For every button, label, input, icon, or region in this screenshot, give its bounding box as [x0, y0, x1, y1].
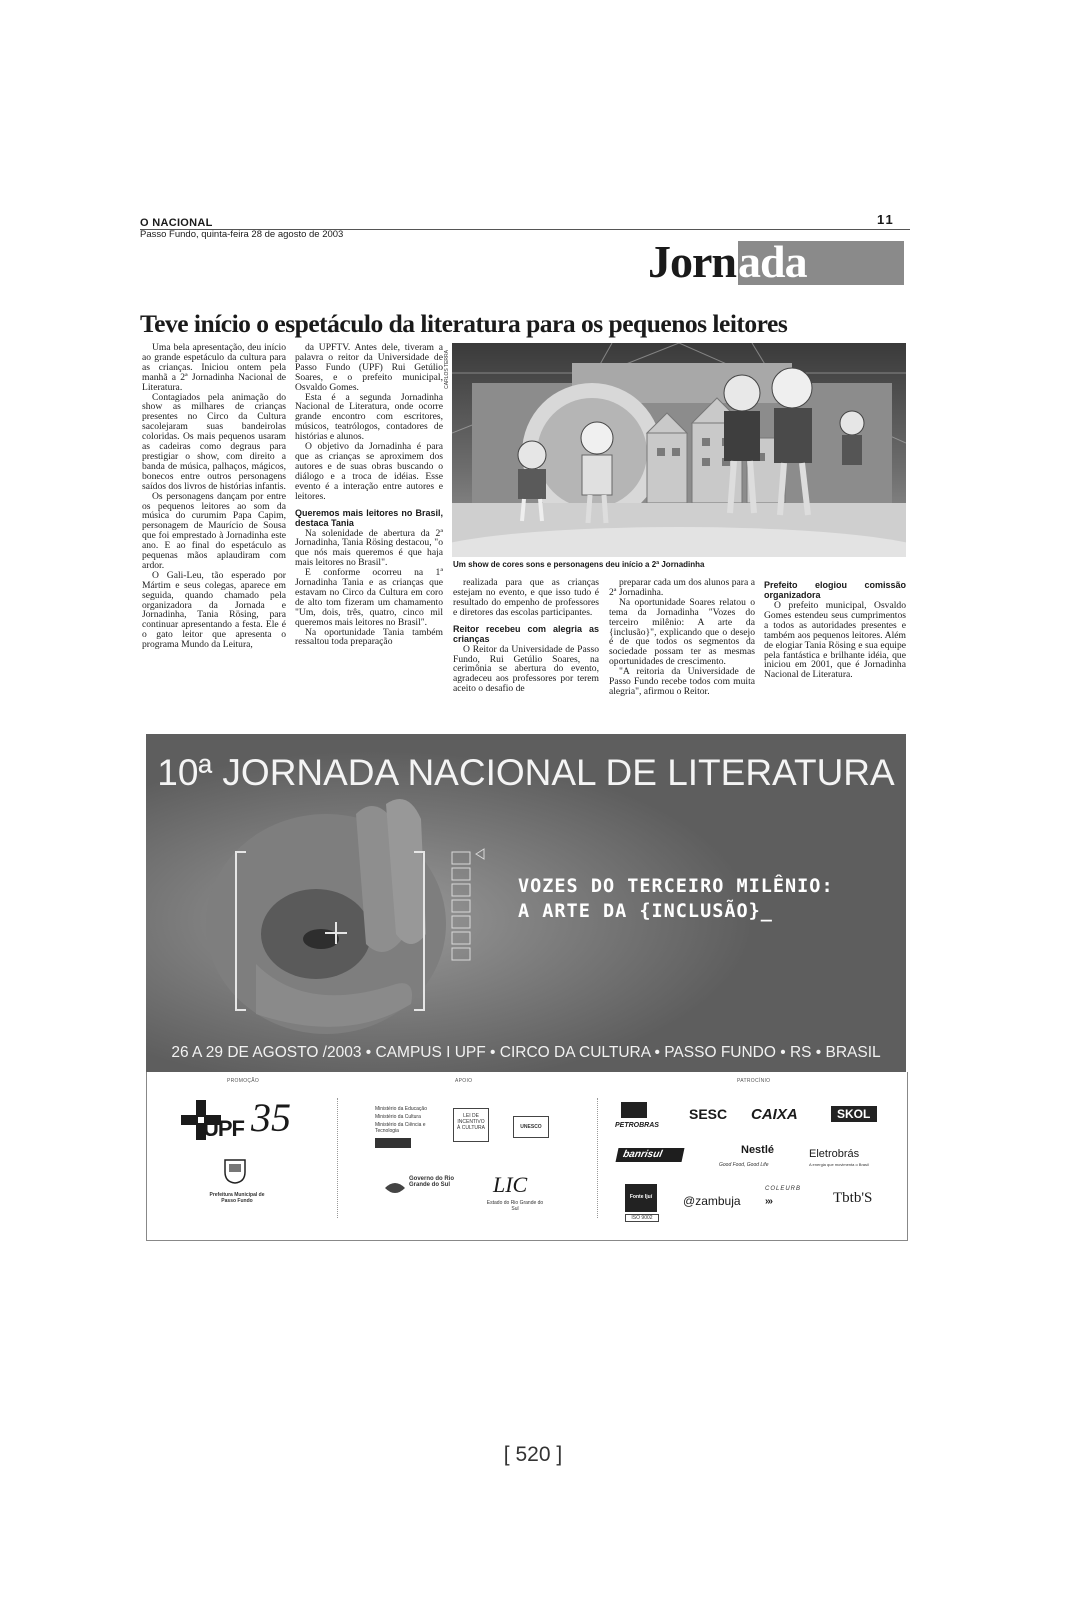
nestle-logo: Nestlé: [741, 1144, 775, 1156]
article-column-3: [453, 578, 599, 694]
prefeitura-label: Prefeitura Municipal de Passo Fundo: [209, 1192, 265, 1204]
paragraph: Na oportunidade Tania também ressaltou toda preparação: [295, 626, 443, 648]
article-column-1: [142, 343, 286, 650]
section-title: [648, 236, 904, 288]
ministerio-ciencia: Ministério da Ciência e Tecnologia: [375, 1122, 426, 1134]
label-promocao: PROMOÇÃO: [227, 1078, 260, 1084]
upf-logo-text: UPF: [203, 1116, 244, 1141]
subheading: Reitor recebeu com alegria as crianças: [453, 623, 599, 644]
paragraph: Contagiados pela animação do show as milhares de crianças presentes no Circo da Cultura sacolejaram suas bandeirolas coloridas. Os mais pequenos usaram as cadeiras como degraus para prestigiar o show, com direito a banda de música, palhaços, mágicos, bonecos entre outros personagens saídos dos livros de histórias infantis.: [142, 391, 286, 492]
petrobras-text: PETROBRAS: [615, 1122, 659, 1129]
ministerio-educacao: Ministério da Educação: [375, 1106, 427, 1112]
tbtbs-logo: Tbtb'S: [833, 1190, 873, 1206]
section-title-light: ada: [738, 236, 807, 287]
coat-of-arms-icon: [223, 1156, 247, 1184]
ad-event-details: 26 A 29 DE AGOSTO /2003 • CAMPUS I UPF • CIRCO DA CULTURA • PASSO FUNDO • RS • BRASIL: [171, 1044, 881, 1061]
subheading: Prefeito elogiou comissão organizadora: [764, 580, 906, 600]
stage-photo: [452, 343, 906, 557]
lei-incentivo-logo: [453, 1108, 489, 1142]
paragraph: da UPFTV. Antes dele, tiveram a palavra o reitor da Universidade de Passo Fundo (UPF) Rui Getúlio Soares, e o prefeito municipal, Osvaldo Gomes.: [295, 342, 443, 393]
lei-incentivo-text: LEI DE INCENTIVO À CULTURA: [457, 1113, 485, 1131]
label-apoio: APOIO: [455, 1078, 473, 1084]
upf-35-mark: 35: [251, 1095, 291, 1140]
date-line: Passo Fundo, quinta-feira 28 de agosto de 2003: [140, 229, 344, 240]
article-headline: Teve início o espetáculo da literatura para os pequenos leitores: [140, 309, 788, 338]
paragraph: E conforme ocorreu na 1ª Jornadinha Tania e as crianças que estavam no Circo da Cultura em coro de alto tom fizeram um chamamento "Um, dois, três, quatro, cinco mil queremos mais leitores no Brasil".: [295, 567, 443, 628]
fonte-ijui-logo: [625, 1184, 657, 1212]
paragraph: Na solenidade de abertura da 2ª Jornadinha, Tania Rösing destacou, "o que nós mais queremos é que haja mais leitores no Brasil".: [295, 527, 443, 569]
unesco-logo: [513, 1116, 549, 1138]
coleurb-logo: COLEURB: [765, 1186, 802, 1192]
sesc-logo: SESC: [689, 1106, 728, 1122]
newspaper-page-number: 11: [877, 212, 895, 227]
paragraph: "A reitoria da Universidade de Passo Fundo recebe todos com muita alegria", afirmou o Reitor.: [609, 666, 755, 697]
banrisul-text: banrisul: [621, 1149, 664, 1160]
ministerio-cultura: Ministério da Cultura: [375, 1114, 421, 1120]
divider: [337, 1098, 338, 1218]
governo-rs-text: Governo do Rio Grande do Sul: [409, 1176, 454, 1188]
paragraph: preparar cada um dos alunos para a 2ª Jornadinha.: [609, 577, 755, 598]
zambuja-logo: @zambuja: [683, 1194, 741, 1208]
nestle-tagline: Good Food, Good Life: [719, 1162, 769, 1168]
paper-name: O NACIONAL: [140, 217, 213, 229]
article-column-2: [295, 343, 443, 647]
paragraph: Os personagens dançam por entre os pequenos leitores ao som da música do curumim Papa Capim, personagem de Maurício de Sousa que foi emprestado à Jornadinha este ano. E ao final do espetáculo as pequenas mãos aplaudiram com ardor.: [142, 490, 286, 571]
zambuja-text: zambuja: [695, 1194, 741, 1208]
lic-logo: LIC: [493, 1172, 528, 1197]
masthead-rule: [140, 229, 910, 230]
paragraph: O objetivo da Jornadinha é para que as crianças se aproximem dos autores e de suas obras buscando o diálogo e a troca de idéias. Esse evento é a interação entre autores e leitores.: [295, 441, 443, 502]
caixa-logo: CAIXA: [751, 1106, 798, 1123]
unesco-text: UNESCO: [520, 1124, 542, 1130]
skol-logo: [831, 1106, 877, 1122]
article-column-5: [764, 578, 906, 680]
eletrobras-logo: Eletrobrás: [809, 1148, 860, 1160]
label-patrocinio: PATROCÍNIO: [737, 1078, 771, 1084]
book-page-number: [ 520 ]: [503, 1443, 563, 1466]
paragraph: Uma bela apresentação, deu início ao grande espetáculo da cultura para as crianças. Iniciou ontem pela manhã a 2ª Jornadinha Nacional de Literatura.: [142, 342, 286, 393]
photo-caption: Um show de cores sons e personagens deu início a 2ª Jornadinha: [453, 560, 705, 569]
divider: [597, 1098, 598, 1218]
skol-text: SKOL: [837, 1107, 871, 1121]
eletrobras-tagline: A energia que movimenta o Brasil: [809, 1162, 869, 1167]
rs-government-icon: [383, 1178, 407, 1198]
photo-credit: CARLOS TERRA: [444, 350, 450, 389]
petrobras-br-icon: [621, 1102, 647, 1118]
paragraph: O prefeito municipal, Osvaldo Gomes estendeu seus cumprimentos a todos as autoridades presentes e também aos pequenos leitores. Além de elogiar Tania Rösing e sua equipe pela fantástica e brilhante idéia, que iniciou em 2001, que é Jornadinha Nacional de Literatura.: [764, 600, 906, 681]
fonte-ijui-text: Fonte Ijuí: [629, 1194, 653, 1200]
banrisul-logo: [616, 1148, 685, 1162]
paragraph: realizada para que as crianças estejam no evento, e que isso tudo é resultado do empenho de professores e diretores das escolas participantes.: [453, 577, 599, 618]
stage-photo-illustration: [452, 343, 906, 557]
paragraph: O Reitor da Universidade de Passo Fundo, Rui Getúlio Soares, na cerimônia se abertura do evento, agradeceu aos professores por terem aceito o desafio de: [453, 643, 599, 695]
paragraph: Na oportunidade Soares relatou o tema da Jornadinha "Vozes do terceiro milênio: A arte da {inclusão}", explicando que o desejo é de que todos os segmentos da sociedade possam ter as mesmas oportunidades de crescimento.: [609, 596, 755, 668]
iso-badge: ISO 9002: [625, 1214, 659, 1222]
ad-title: 10ª JORNADA NACIONAL DE LITERATURA: [157, 752, 895, 793]
subheading: Queremos mais leitores no Brasil, destaca Tania: [295, 507, 443, 528]
ad-subtitle: VOZES DO TERCEIRO MILÊNIO: A ARTE DA {INCLUSÃO}_: [518, 876, 834, 922]
section-title-dark: Jorn: [648, 236, 736, 287]
paragraph: Esta é a segunda Jornadinha Nacional de Literatura, onde ocorre grande encontro com escritores, músicos, teatrólogos, contadores de histórias e alunos.: [295, 391, 443, 443]
paragraph: O Gali-Leu, tão esperado por Mártim e seus colegas, aparece em seguida, quando chamado pela organizadora da Jornada e Jornadinha, Tania Rösing, para continuar apresentando a festa. Ele é o gato leitor que apresenta o programa Mundo da Leitura,: [142, 569, 286, 651]
sponsor-strip: [146, 1072, 908, 1241]
event-advertisement: [146, 734, 906, 1072]
lic-note: Estado do Rio Grande do Sul: [486, 1200, 544, 1212]
coleurb-arrows: ›››: [765, 1196, 772, 1207]
brasil-flag-logo: [375, 1138, 411, 1148]
article-column-4: [609, 578, 755, 697]
